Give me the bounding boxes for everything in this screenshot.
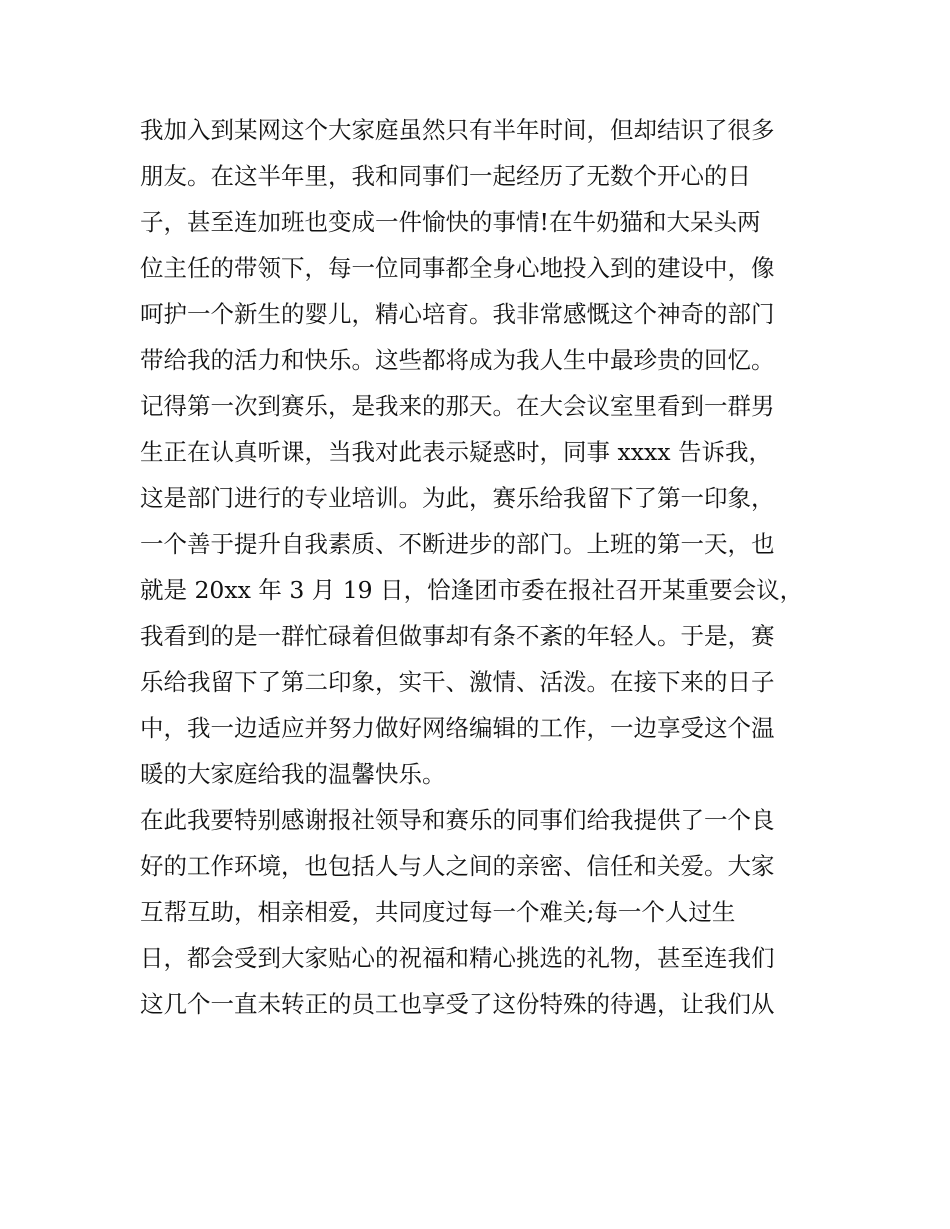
text-line: 暖的大家庭给我的温馨快乐。: [140, 760, 446, 788]
text-line: 这几个一直未转正的员工也享受了这份特殊的待遇，让我们从: [140, 990, 775, 1018]
text-line: 中，我一边适应并努力做好网络编辑的工作，一边享受这个温: [140, 714, 775, 742]
text-line: 互帮互助，相亲相爱，共同度过每一个难关;每一个人过生: [140, 898, 736, 926]
text-line: 呵护一个新生的婴儿，精心培育。我非常感慨这个神奇的部门: [140, 300, 775, 328]
text-line: 子，甚至连加班也变成一件愉快的事情!在牛奶猫和大呆头两: [140, 208, 761, 236]
text-line: 乐给我留下了第二印象，实干、激情、活泼。在接下来的日子: [140, 668, 775, 696]
text-line: 一个善于提升自我素质、不断进步的部门。上班的第一天，也: [140, 530, 775, 558]
text-line: 朋友。在这半年里，我和同事们一起经历了无数个开心的日: [140, 162, 751, 190]
text-line: 生正在认真听课，当我对此表示疑惑时，同事 xxxx 告诉我，: [140, 438, 772, 466]
text-line: 我看到的是一群忙碌着但做事却有条不紊的年轻人。于是，赛: [140, 622, 775, 650]
text-line: 记得第一次到赛乐，是我来的那天。在大会议室里看到一群男: [140, 392, 775, 420]
body-text: [140, 107, 820, 1027]
text-line: 在此我要特别感谢报社领导和赛乐的同事们给我提供了一个良: [140, 806, 775, 834]
text-line: 带给我的活力和快乐。这些都将成为我人生中最珍贵的回忆。: [140, 346, 775, 374]
text-line: 就是 20xx 年 3 月 19 日，恰逢团市委在报社召开某重要会议，: [140, 576, 804, 604]
text-line: 这是部门进行的专业培训。为此，赛乐给我留下了第一印象，: [140, 484, 775, 512]
text-line: 好的工作环境，也包括人与人之间的亲密、信任和关爱。大家: [140, 852, 775, 880]
text-line: 我加入到某网这个大家庭虽然只有半年时间，但却结识了很多: [140, 116, 775, 144]
text-line: 日，都会受到大家贴心的祝福和精心挑选的礼物，甚至连我们: [140, 944, 775, 972]
text-line: 位主任的带领下，每一位同事都全身心地投入到的建设中，像: [140, 254, 775, 282]
